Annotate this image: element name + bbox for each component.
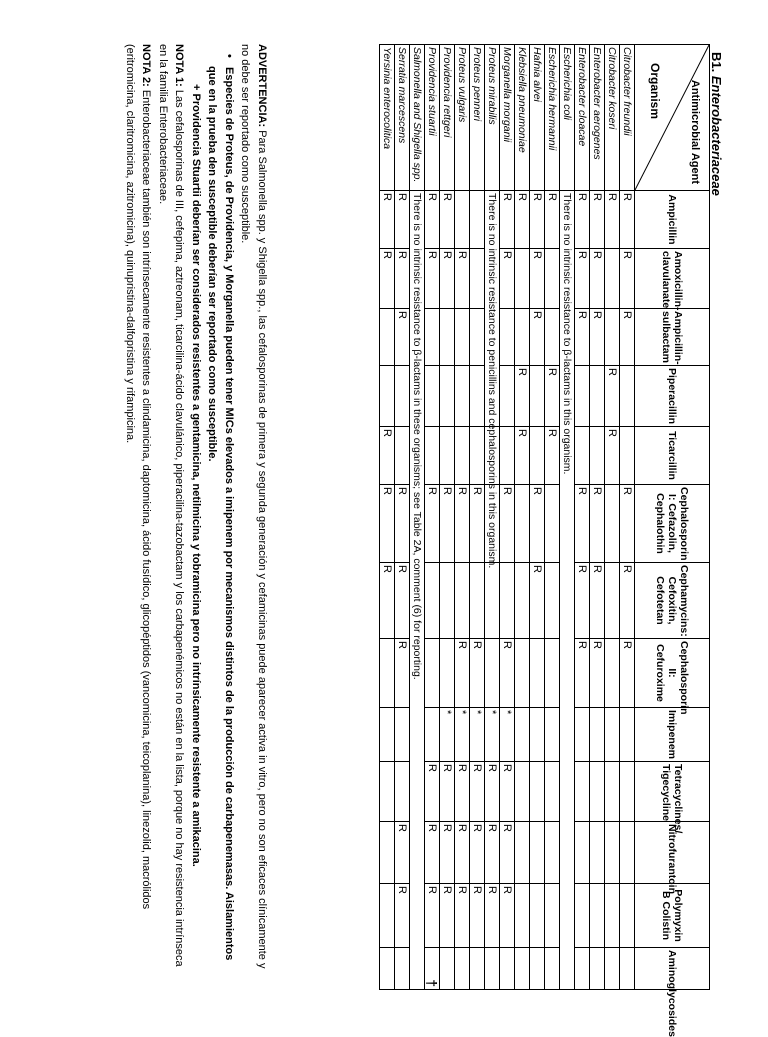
organism-cell: Hafnia alvei	[530, 45, 545, 191]
value-cell	[470, 563, 485, 639]
table-row	[425, 45, 440, 990]
value-cell: R	[395, 249, 410, 309]
value-cell: R	[380, 563, 395, 639]
value-cell	[605, 563, 620, 639]
value-cell	[425, 309, 440, 366]
value-cell	[620, 884, 635, 948]
value-cell: R	[530, 563, 545, 639]
organism-cell: Providencia stuartii	[425, 45, 440, 191]
value-cell: R	[470, 485, 485, 563]
nota2-text: Enterobacteriaceae también son intrínsecamente resistentes a clindamicina, daptomicina, ácido fusídico, glicopéptidos (vancomicina, teicoplanina), linezolid, macrólidos (eritromicina, claritromicina, azitromicina), quinupristina-dalfopristina y rifampicina.	[124, 44, 153, 910]
value-cell: R	[530, 249, 545, 309]
value-cell: *	[455, 708, 470, 762]
nota1-paragraph	[155, 44, 188, 969]
value-cell	[530, 639, 545, 708]
value-cell	[500, 563, 515, 639]
value-cell: R	[440, 762, 455, 822]
value-cell: R	[500, 485, 515, 563]
value-cell	[620, 762, 635, 822]
table-row	[485, 45, 500, 990]
note-cell: There is no intrinsic resistance to β-lactams in this organism.	[560, 191, 575, 990]
value-cell	[545, 762, 560, 822]
value-cell: R	[530, 191, 545, 249]
column-header: Cephamycins: Cefoxitin, Cefotetan	[635, 563, 710, 639]
column-header: Ticarcillin	[635, 427, 710, 485]
value-cell	[500, 948, 515, 990]
section-number: B1.	[709, 52, 724, 73]
table-row	[440, 45, 455, 990]
value-cell	[470, 249, 485, 309]
value-cell	[455, 427, 470, 485]
value-cell	[620, 708, 635, 762]
note-cell: There is no intrinsic resistance to penicillins and cephalosporins in this organism.	[485, 191, 500, 427]
organism-cell: Klebsiella pneumoniae	[515, 45, 530, 191]
value-cell	[440, 366, 455, 427]
value-cell: R	[425, 191, 440, 249]
value-cell	[575, 366, 590, 427]
value-cell	[605, 822, 620, 884]
value-cell	[380, 309, 395, 366]
value-cell: R	[440, 485, 455, 563]
value-cell: R	[575, 639, 590, 708]
value-cell	[620, 822, 635, 884]
value-cell: R	[575, 249, 590, 309]
corner-agent-label: Antimicrobial Agent	[689, 79, 701, 184]
value-cell	[590, 708, 605, 762]
value-cell: R	[575, 485, 590, 563]
organism-cell: Salmonella and Shigella spp.	[410, 45, 425, 191]
value-cell	[545, 309, 560, 366]
rotated-page	[44, 44, 724, 1037]
value-cell	[530, 708, 545, 762]
value-cell: R	[425, 822, 440, 884]
value-cell: R	[455, 485, 470, 563]
value-cell	[590, 948, 605, 990]
value-cell: R	[380, 485, 395, 563]
value-cell: R	[515, 191, 530, 249]
value-cell: R	[620, 563, 635, 639]
column-header: Polymyxin B Colistin	[635, 884, 710, 948]
value-cell	[455, 563, 470, 639]
nota2-paragraph	[122, 44, 155, 969]
value-cell: R	[485, 822, 500, 884]
value-cell	[470, 309, 485, 366]
value-cell	[380, 762, 395, 822]
table-row	[620, 45, 635, 990]
value-cell	[380, 639, 395, 708]
value-cell	[470, 948, 485, 990]
value-cell: R	[500, 639, 515, 708]
nota1-text: Las cefalosporinas de III, cefepima, aztreonam, ticarcilina-ácido clavulánico, piperacilina-tazobactam y los carbapenémicos no están en la lista, porque no hay resistencia intrínseca en la familia Enterobacteriaceae.	[157, 44, 186, 967]
value-cell: R	[395, 191, 410, 249]
value-cell	[590, 822, 605, 884]
value-cell: R	[500, 822, 515, 884]
column-header: Nitrofurantoin	[635, 822, 710, 884]
table-row	[530, 45, 545, 990]
organism-cell: Citrobacter freundii	[620, 45, 635, 191]
value-cell	[605, 309, 620, 366]
table-body	[380, 45, 635, 990]
value-cell: R	[530, 309, 545, 366]
value-cell	[395, 948, 410, 990]
value-cell	[545, 563, 560, 639]
corner-organism-label: Organism	[648, 63, 662, 120]
value-cell: R	[605, 191, 620, 249]
value-cell: R	[605, 366, 620, 427]
value-cell	[605, 884, 620, 948]
value-cell	[425, 563, 440, 639]
value-cell: R	[515, 366, 530, 427]
value-cell	[590, 762, 605, 822]
value-cell	[440, 948, 455, 990]
organism-cell: Proteus mirabilis	[485, 45, 500, 191]
value-cell	[440, 427, 455, 485]
value-cell: R	[620, 249, 635, 309]
value-cell	[605, 485, 620, 563]
table-row	[605, 45, 620, 990]
value-cell: R	[485, 762, 500, 822]
value-cell: R	[500, 191, 515, 249]
value-cell: R	[440, 884, 455, 948]
value-cell	[455, 948, 470, 990]
value-cell: R	[395, 485, 410, 563]
value-cell	[575, 884, 590, 948]
value-cell	[530, 427, 545, 485]
value-cell	[395, 366, 410, 427]
value-cell: R	[455, 639, 470, 708]
value-cell: R	[455, 884, 470, 948]
value-cell: R	[485, 884, 500, 948]
table-row	[410, 45, 425, 990]
value-cell	[485, 948, 500, 990]
advertencia-paragraph	[237, 44, 270, 969]
column-header: Imipenem	[635, 708, 710, 762]
value-cell: R	[620, 191, 635, 249]
value-cell	[500, 427, 515, 485]
column-header: Tetracyclines/ Tigecycline	[635, 762, 710, 822]
value-cell: *	[500, 708, 515, 762]
plus-paragraph	[188, 44, 205, 969]
value-cell	[545, 485, 560, 563]
organism-cell: Morganella morganii	[500, 45, 515, 191]
value-cell	[515, 485, 530, 563]
value-cell: R	[590, 639, 605, 708]
column-header: Piperacillin	[635, 366, 710, 427]
value-cell	[545, 708, 560, 762]
value-cell	[530, 822, 545, 884]
value-cell	[545, 249, 560, 309]
value-cell: R	[590, 563, 605, 639]
organism-cell: Yersinia enterocolitica	[380, 45, 395, 191]
value-cell: R	[425, 762, 440, 822]
value-cell	[425, 639, 440, 708]
table-row	[470, 45, 485, 990]
value-cell	[515, 948, 530, 990]
bullet-text: Especies de Proteus, de Providencia, y Morganella pueden tener MICs elevados a imipenem por mecanismos distintos de la producción de carbapenemasas. Aislamientos que en la prueba den susceptible deberían ser reportado como susceptible.	[206, 66, 235, 961]
value-cell	[575, 708, 590, 762]
value-cell	[440, 563, 455, 639]
value-cell: R	[470, 639, 485, 708]
table-row	[380, 45, 395, 990]
value-cell: R	[620, 639, 635, 708]
column-header: Amoxicillin-clavulanate	[635, 249, 710, 309]
organism-cell: Proteus vulgaris	[455, 45, 470, 191]
value-cell: *	[470, 708, 485, 762]
table-row	[560, 45, 575, 990]
value-cell	[575, 762, 590, 822]
value-cell: R	[575, 191, 590, 249]
value-cell	[530, 884, 545, 948]
value-cell	[575, 427, 590, 485]
value-cell: R	[590, 249, 605, 309]
value-cell: *	[440, 708, 455, 762]
value-cell: R	[620, 309, 635, 366]
organism-cell: Enterobacter aerogenes	[590, 45, 605, 191]
value-cell	[515, 563, 530, 639]
section-title	[709, 52, 724, 196]
value-cell: R	[545, 427, 560, 485]
value-cell	[575, 822, 590, 884]
value-cell	[380, 884, 395, 948]
organism-cell: Serratia marcescens	[395, 45, 410, 191]
bullet-paragraph: • Especies de Proteus, de Providencia, y Morganella pueden tener MICs elevados a imipenem por mecanismos distintos de la producción de carbapenemasas. Aislamientos que en la prueba den susceptible deberían ser reportado como susceptible.	[206, 54, 235, 961]
advertencia-label: ADVERTENCIA:	[256, 44, 268, 128]
value-cell	[605, 762, 620, 822]
table-row	[515, 45, 530, 990]
value-cell: R	[500, 249, 515, 309]
value-cell: R	[395, 639, 410, 708]
value-cell	[395, 427, 410, 485]
value-cell	[530, 762, 545, 822]
value-cell	[590, 884, 605, 948]
value-cell: R	[530, 485, 545, 563]
value-cell	[530, 366, 545, 427]
value-cell	[425, 708, 440, 762]
value-cell	[500, 366, 515, 427]
value-cell	[440, 639, 455, 708]
value-cell: R	[590, 309, 605, 366]
value-cell	[425, 427, 440, 485]
resistance-table	[379, 44, 710, 1037]
table-header-row	[635, 45, 710, 990]
value-cell	[395, 708, 410, 762]
table-row	[590, 45, 605, 990]
organism-cell: Providencia rettgeri	[440, 45, 455, 191]
value-cell	[515, 249, 530, 309]
value-cell	[605, 639, 620, 708]
value-cell	[380, 366, 395, 427]
value-cell: R	[440, 191, 455, 249]
value-cell	[515, 762, 530, 822]
value-cell	[455, 191, 470, 249]
value-cell: R	[590, 485, 605, 563]
organism-cell: Enterobacter cloacae	[575, 45, 590, 191]
value-cell	[545, 884, 560, 948]
value-cell: R	[380, 249, 395, 309]
nota2-label: NOTA 2:	[140, 44, 153, 87]
plus-text: + Providencia Stuartii deberían ser considerados resistentes a gentamicina, netilmicina y tobramicina pero no intrínsicamente resistente a amikacina.	[190, 84, 202, 867]
table-corner-header	[635, 45, 710, 191]
value-cell	[425, 366, 440, 427]
value-cell: R	[575, 309, 590, 366]
value-cell: R	[380, 427, 395, 485]
value-cell	[620, 366, 635, 427]
value-cell	[605, 708, 620, 762]
value-cell: R	[395, 822, 410, 884]
value-cell	[590, 427, 605, 485]
value-cell: R	[500, 884, 515, 948]
column-header: Ampicillin-sulbactam	[635, 309, 710, 366]
value-cell: R	[455, 249, 470, 309]
value-cell	[380, 948, 395, 990]
value-cell	[455, 366, 470, 427]
value-cell: R	[545, 191, 560, 249]
value-cell	[485, 639, 500, 708]
value-cell	[605, 249, 620, 309]
value-cell: R	[455, 822, 470, 884]
value-cell: R	[620, 485, 635, 563]
value-cell	[545, 639, 560, 708]
table-row	[395, 45, 410, 990]
organism-cell: Escherichia coli	[560, 45, 575, 191]
value-cell	[515, 309, 530, 366]
value-cell	[470, 427, 485, 485]
value-cell	[380, 708, 395, 762]
value-cell: R	[470, 822, 485, 884]
value-cell: R	[395, 884, 410, 948]
column-header: Cephalosporin I: Cefazolin, Cephalothin	[635, 485, 710, 563]
value-cell: R	[395, 563, 410, 639]
organism-cell: Escherichia hermannii	[545, 45, 560, 191]
value-cell	[620, 427, 635, 485]
value-cell: R	[590, 191, 605, 249]
value-cell: R	[425, 884, 440, 948]
value-cell: R	[440, 249, 455, 309]
column-header: Ampicillin	[635, 191, 710, 249]
value-cell: R	[440, 822, 455, 884]
table-row	[455, 45, 470, 990]
value-cell: R	[575, 563, 590, 639]
table-row	[500, 45, 515, 990]
value-cell	[500, 309, 515, 366]
value-cell: *	[485, 708, 500, 762]
nota1-label: NOTA 1:	[173, 44, 186, 87]
value-cell: R	[605, 427, 620, 485]
advertencia-text: Para Salmonella spp. y Shigella spp., las cefalosporinas de primera y segunda generación y cefamicinas puede aparecer activa in vitro, pero no son eficaces clínicamente y no debe ser reportado como susceptible.	[239, 44, 268, 969]
value-cell: †	[425, 948, 440, 990]
value-cell	[440, 309, 455, 366]
value-cell: R	[470, 762, 485, 822]
value-cell	[515, 822, 530, 884]
value-cell: R	[380, 191, 395, 249]
value-cell: R	[425, 249, 440, 309]
organism-cell: Proteus penneri	[470, 45, 485, 191]
value-cell	[455, 309, 470, 366]
value-cell	[470, 366, 485, 427]
table-row	[575, 45, 590, 990]
table-row	[545, 45, 560, 990]
value-cell: R	[455, 762, 470, 822]
value-cell	[620, 948, 635, 990]
organism-cell: Citrobacter koseri	[605, 45, 620, 191]
section-name: Enterobacteriaceae	[709, 75, 724, 196]
value-cell	[395, 762, 410, 822]
column-header: Aminoglycosides	[635, 948, 710, 990]
value-cell	[575, 948, 590, 990]
value-cell	[545, 948, 560, 990]
column-header: Cephalosporin II: Cefuroxime	[635, 639, 710, 708]
note-cell: There is no intrinsic resistance to β-lactams in these organisms; see Table 2A, comment (6) for reporting.	[410, 191, 425, 990]
value-cell	[380, 822, 395, 884]
value-cell	[515, 884, 530, 948]
value-cell: R	[545, 366, 560, 427]
value-cell	[515, 639, 530, 708]
value-cell	[485, 563, 500, 639]
value-cell	[470, 191, 485, 249]
value-cell: R	[470, 884, 485, 948]
value-cell: R	[425, 485, 440, 563]
value-cell	[530, 948, 545, 990]
value-cell	[515, 708, 530, 762]
value-cell: R	[395, 309, 410, 366]
notes-block	[122, 44, 271, 969]
value-cell	[605, 948, 620, 990]
value-cell: R	[515, 427, 530, 485]
value-cell	[545, 822, 560, 884]
value-cell	[590, 366, 605, 427]
value-cell: R	[500, 762, 515, 822]
